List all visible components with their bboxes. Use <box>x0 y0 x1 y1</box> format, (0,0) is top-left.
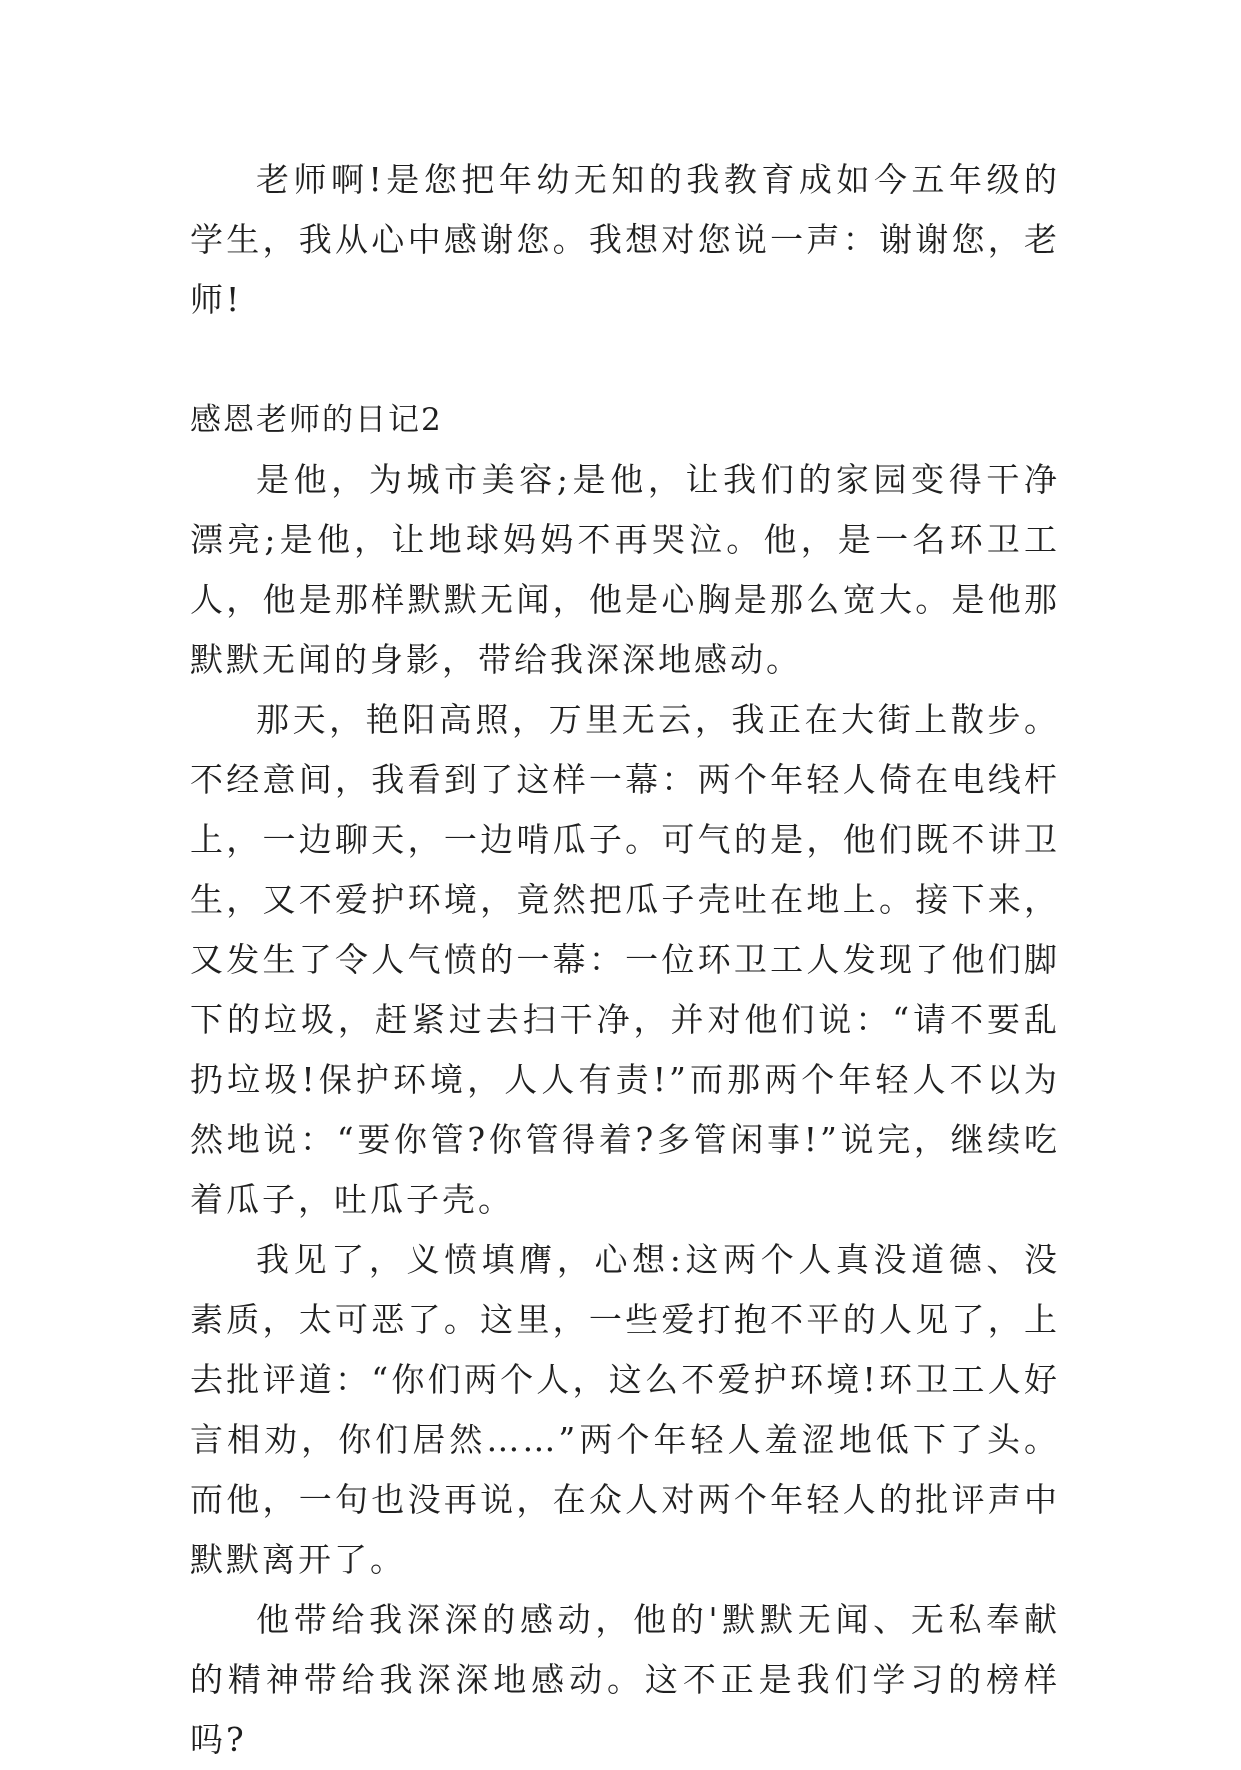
document-page <box>190 150 1060 1770</box>
body-paragraph-4: 他带给我深深的感动，他的'默默无闻、无私奉献的精神带给我深深地感动。这不正是我们学习的榜样吗? <box>190 1600 1060 1759</box>
intro-paragraph: 老师啊!是您把年幼无知的我教育成如今五年级的学生，我从心中感谢您。我想对您说一声：谢谢您，老师! <box>190 160 1060 319</box>
body-paragraph-3: 我见了，义愤填膺，心想:这两个人真没道德、没素质，太可恶了。这里，一些爱打抱不平的人见了，上去批评道：“你们两个人，这么不爱护环境!环卫工人好言相劝，你们居然……”两个年轻人羞涩地低下了头。而他，一句也没再说，在众人对两个年轻人的批评声中默默离开了。 <box>190 1240 1060 1579</box>
section-title: 感恩老师的日记2 <box>190 402 443 438</box>
body-paragraph-1: 是他，为城市美容;是他，让我们的家园变得干净漂亮;是他，让地球妈妈不再哭泣。他，是一名环卫工人，他是那样默默无闻，他是心胸是那么宽大。是他那默默无闻的身影，带给我深深地感动。 <box>190 460 1060 679</box>
body-paragraph-2: 那天，艳阳高照，万里无云，我正在大街上散步。不经意间，我看到了这样一幕：两个年轻人倚在电线杆上，一边聊天，一边啃瓜子。可气的是，他们既不讲卫生，又不爱护环境，竟然把瓜子壳吐在地上。接下来，又发生了令人气愤的一幕：一位环卫工人发现了他们脚下的垃圾，赶紧过去扫干净，并对他们说：“请不要乱扔垃圾!保护环境，人人有责!”而那两个年轻人不以为然地说：“要你管?你管得着?多管闲事!”说完，继续吃着瓜子，吐瓜子壳。 <box>190 700 1060 1219</box>
